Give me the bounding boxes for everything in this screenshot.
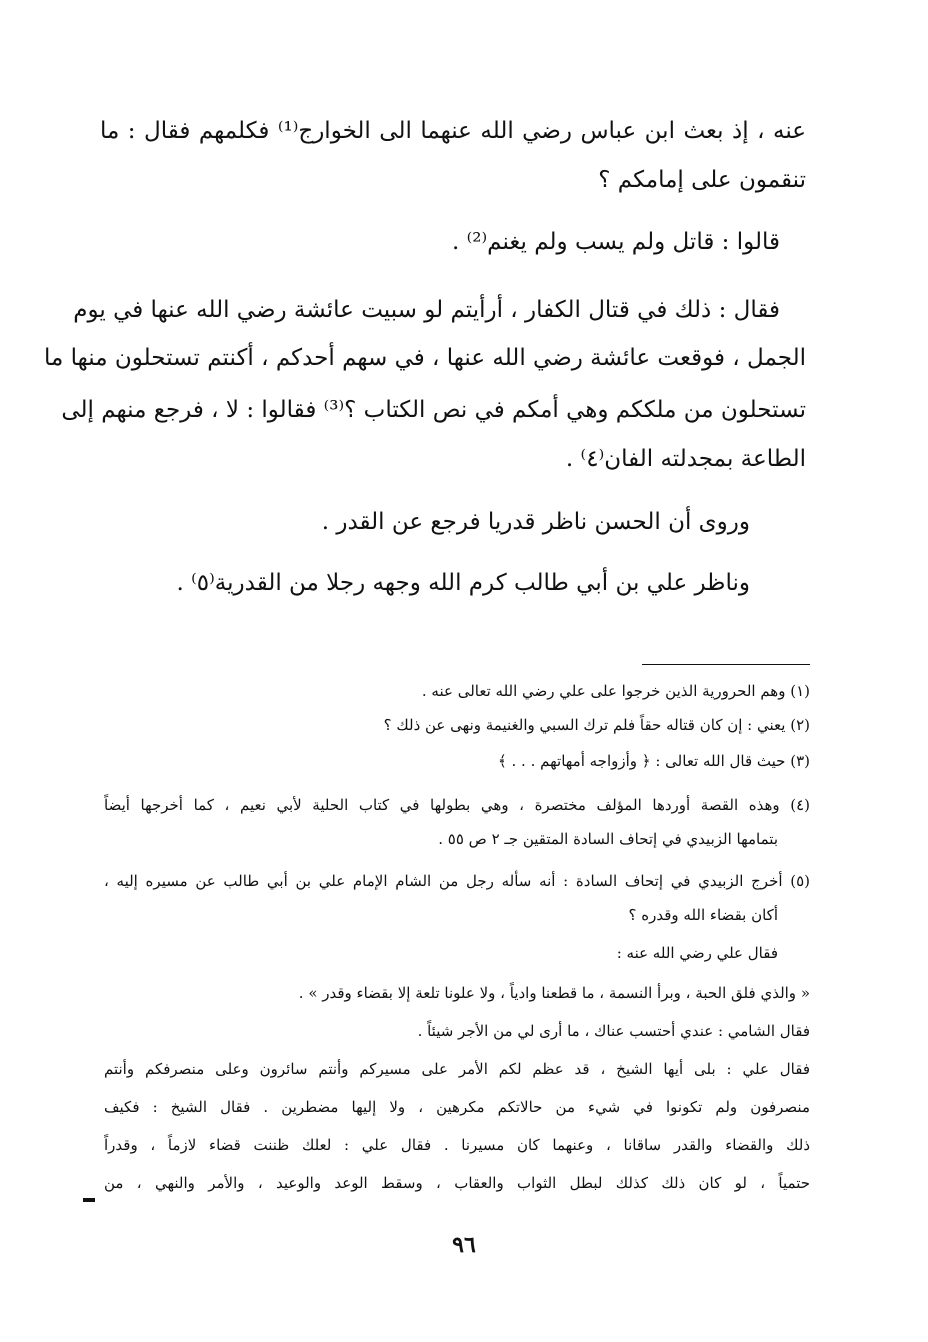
footnote-line: (٢) يعني : إن كان قتاله حقاً فلم ترك السبي والغنيمة ونهى عن ذلك ؟ (383, 716, 810, 734)
margin-mark (83, 1198, 95, 1202)
body-line: تستحلون من ملككم وهي أمكم في نص الكتاب ؟⁽³⁾ فقالوا : لا ، فرجع منهم إلى (61, 397, 806, 423)
footnote-line: أكان بقضاء الله وقدره ؟ (628, 906, 778, 924)
footnote-line: فقال الشامي : عندي أحتسب عناك ، ما أرى لي من الأجر شيئاً . (417, 1022, 810, 1040)
footnote-line: (١) وهم الحرورية الذين خرجوا على علي رضي الله تعالى عنه . (421, 682, 810, 700)
page-number: ٩٦ (452, 1232, 476, 1258)
body-line: وروى أن الحسن ناظر قدريا فرجع عن القدر . (321, 509, 750, 535)
footnote-line: (٥) أخرج الزبيدي في إتحاف السادة : أنه سأله رجل من الشام الإمام علي بن أبي طالب عن مسيره إليه ، (104, 872, 810, 890)
footnote-line: حتمياً ، لو كان ذلك كذلك لبطل الثواب والعقاب ، وسقط الوعد والوعيد ، والأمر والنهي ، من (104, 1174, 810, 1192)
body-line: عنه ، إذ بعث ابن عباس رضي الله عنهما الى الخوارج⁽¹⁾ فكلمهم فقال : ما (100, 118, 806, 144)
footnote-line: فقال علي : بلى أيها الشيخ ، قد عظم لكم الأمر على مسيركم وأنتم سائرون وعلى منصرفكم وأنتم (104, 1060, 810, 1078)
body-line: فقال : ذلك في قتال الكفار ، أرأيتم لو سبيت عائشة رضي الله عنها في يوم (73, 297, 780, 323)
footnote-line: بتمامها الزبيدي في إتحاف السادة المتقين جـ ٢ ص ٥٥ . (438, 830, 778, 848)
footnote-line: (٤) وهذه القصة أوردها المؤلف مختصرة ، وهي بطولها في كتاب الحلية لأبي نعيم ، كما أخرجها أيضاً (104, 796, 810, 814)
body-line: تنقمون على إمامكم ؟ (598, 167, 806, 193)
body-line: قالوا : قاتل ولم يسب ولم يغنم⁽²⁾ . (452, 229, 780, 255)
footnote-line: ذلك والقضاء والقدر ساقانا ، وعنهما كان مسيرنا . فقال علي : لعلك ظننت قضاء لازماً ، وقدراً (104, 1136, 810, 1154)
footnote-line: « والذي فلق الحبة ، وبرأ النسمة ، ما قطعنا وادياً ، ولا علونا تلعة إلا بقضاء وقدر » . (298, 984, 810, 1002)
footnote-line: فقال علي رضي الله عنه : (616, 944, 778, 962)
body-line: الطاعة بمجدلته الفان⁽٤⁾ . (565, 446, 806, 472)
body-line: الجمل ، فوقعت عائشة رضي الله عنها ، في سهم أحدكم ، أكنتم تستحلون منها ما (44, 345, 806, 371)
footnote-line: (٣) حيث قال الله تعالى : ﴿ وأزواجه أمهاتهم . . . ﴾ (497, 752, 810, 770)
footnote-separator (642, 664, 810, 665)
footnote-line: منصرفون ولم تكونوا في شيء من حالاتكم مكرهين ، ولا إليها مضطرين . فقال الشيخ : فكيف (104, 1098, 810, 1116)
body-line: وناظر علي بن أبي طالب كرم الله وجهه رجلا من القدرية⁽٥⁾ . (176, 570, 750, 596)
